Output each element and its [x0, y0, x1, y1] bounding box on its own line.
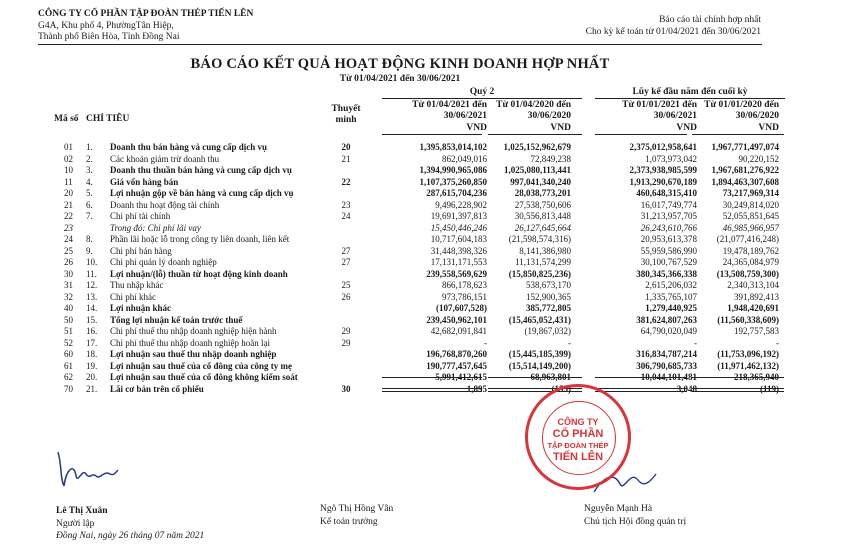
row-label: Doanh thu hoạt động tài chính — [110, 199, 220, 210]
row-value-q2-2021: 973,786,151 — [442, 291, 487, 302]
period-1-unit: VND — [466, 123, 487, 133]
row-ma-so: 61 — [64, 360, 73, 371]
report-subtitle: Từ 01/04/2021 đến 30/06/2021 — [339, 74, 461, 84]
header-rule-3 — [595, 134, 687, 135]
col-header-ma-so: Mã số — [54, 114, 79, 124]
signature-le-thi-xuan — [52, 448, 122, 492]
table-row — [0, 338, 845, 349]
row-index: 9. — [86, 245, 93, 256]
period-4-line1: Từ 01/01/2020 đến — [704, 100, 779, 110]
row-value-q2-2021: 1,395,853,014,102 — [419, 142, 487, 152]
row-value-q2-2020: 27,538,750,606 — [514, 199, 571, 210]
period-2-line2: 30/06/2020 — [527, 111, 571, 121]
row-value-ytd-2020: 2,340,313,104 — [727, 280, 779, 290]
table-row — [0, 315, 845, 326]
row-value-ytd-2020: 73,217,969,314 — [722, 188, 779, 198]
row-index: 5. — [86, 188, 93, 198]
row-index: 8. — [86, 234, 93, 244]
row-value-q2-2020: 11,131,574,299 — [515, 257, 571, 267]
row-value-q2-2020: (19,867,032) — [524, 326, 571, 336]
row-label: Lợi nhuận/(lỗ) thuần từ hoạt động kinh doanh — [110, 268, 288, 279]
row-value-q2-2021: 1,394,990,965,086 — [419, 165, 487, 175]
table-row — [0, 211, 845, 222]
row-note: 27 — [341, 257, 351, 267]
row-index: 7. — [86, 211, 93, 221]
row-value-q2-2020: 26,127,645,664 — [514, 222, 571, 233]
row-label: Lợi nhuận sau thuế của cổ đông của công ty mẹ — [110, 360, 293, 371]
row-ma-so: 24 — [64, 234, 73, 244]
row-value-q2-2020: 1,025,152,962,679 — [503, 142, 571, 152]
row-index: 18. — [86, 349, 98, 359]
row-label: Giá vốn hàng bán — [110, 176, 179, 187]
row-value-ytd-2020: 90,220,152 — [738, 153, 779, 164]
table-row — [0, 154, 845, 165]
row-value-q2-2020: 68,963,801 — [530, 372, 571, 382]
row-value-q2-2020: (15,514,149,200) — [508, 360, 571, 371]
period-3-unit: VND — [676, 123, 697, 133]
row-value-ytd-2021: 380,345,366,338 — [636, 268, 697, 279]
seal-line1: CÔNG TY — [557, 417, 599, 427]
row-label: Lợi nhuận gộp về bán hàng và cung cấp dịch vụ — [110, 188, 294, 198]
period-2-unit: VND — [550, 123, 571, 133]
total-rule-4 — [692, 388, 784, 392]
row-ma-so: 60 — [64, 349, 73, 359]
row-value-ytd-2021: 64,790,020,049 — [640, 326, 697, 336]
group-header-luyke: Lũy kế đầu năm đến cuối kỳ — [632, 87, 748, 97]
row-value-ytd-2020: - — [776, 337, 779, 348]
row-value-ytd-2021: 316,834,787,214 — [636, 349, 697, 359]
row-value-ytd-2021: 1,335,765,107 — [645, 291, 697, 302]
row-label: Các khoản giảm trừ doanh thu — [110, 153, 220, 164]
row-index: 20. — [86, 372, 98, 382]
period-3-line1: Từ 01/01/2021 đến — [622, 100, 697, 110]
row-value-ytd-2021: 1,279,440,925 — [645, 303, 697, 313]
row-label: Lãi cơ bản trên cổ phiếu — [110, 383, 204, 394]
row-ma-so: 40 — [64, 303, 73, 313]
row-value-q2-2020: 152,900,365 — [526, 291, 571, 302]
row-value-q2-2020: 538,673,170 — [526, 280, 571, 290]
table-row — [0, 349, 845, 360]
subtotal-rule-1 — [382, 377, 482, 378]
row-label: Lợi nhuận sau thuế thu nhập doanh nghiệp — [110, 349, 277, 359]
period-1-line2: 30/06/2021 — [443, 111, 487, 121]
subtotal-rule-2 — [488, 377, 582, 378]
period-2-line1: Từ 01/04/2020 đến — [496, 100, 571, 110]
report-title: BÁO CÁO KẾT QUẢ HOẠT ĐỘNG KINH DOANH HỢP NHẤT — [190, 56, 610, 72]
row-value-q2-2020: - — [568, 337, 571, 348]
row-index: 19. — [86, 360, 98, 371]
row-ma-so: 21 — [64, 199, 73, 210]
table-row — [0, 361, 845, 372]
row-value-ytd-2021: 1,073,973,042 — [645, 153, 697, 164]
signer-2-role: Kế toán trưởng — [320, 517, 378, 527]
seal-line3: TẬP ĐOÀN THÉP — [547, 441, 609, 450]
row-value-ytd-2021: 20,953,613,378 — [640, 234, 697, 244]
row-value-q2-2020: (15,465,052,431) — [508, 314, 571, 325]
row-value-q2-2021: 31,448,398,326 — [430, 245, 487, 256]
row-value-q2-2020: (155) — [551, 383, 571, 394]
row-ma-so: 50 — [64, 314, 73, 325]
row-value-ytd-2020: 30,249,814,020 — [722, 199, 779, 210]
table-row — [0, 188, 845, 199]
row-ma-so: 31 — [64, 280, 73, 290]
row-value-q2-2020: 997,041,340,240 — [510, 176, 571, 187]
row-ma-so: 51 — [64, 326, 73, 336]
row-value-q2-2020: 72,849,238 — [530, 153, 571, 164]
row-value-q2-2021: 10,717,604,183 — [430, 234, 487, 244]
row-label: Chi phí thuế thu nhập doanh nghiệp hiện hành — [110, 326, 277, 336]
row-value-q2-2020: 28,038,773,201 — [514, 188, 571, 198]
row-index: 2. — [86, 153, 93, 164]
row-label: Chi phí bán hàng — [110, 245, 172, 256]
row-note: 22 — [341, 176, 351, 187]
row-value-ytd-2020: 391,892,413 — [734, 291, 779, 302]
signer-2-name: Ngô Thị Hồng Vân — [320, 504, 394, 514]
row-value-ytd-2020: (11,560,338,609) — [717, 314, 779, 325]
row-ma-so: 30 — [64, 268, 73, 279]
row-value-q2-2021: 239,450,962,101 — [426, 314, 487, 325]
table-row — [0, 269, 845, 280]
row-value-ytd-2020: (11,971,462,132) — [717, 360, 779, 371]
row-value-q2-2021: 9,496,228,902 — [435, 199, 487, 210]
row-value-q2-2020: (15,445,185,399) — [508, 349, 571, 359]
row-value-q2-2021: 190,777,457,645 — [426, 360, 487, 371]
row-index: 12. — [86, 280, 98, 290]
row-ma-so: 20 — [64, 188, 73, 198]
row-index: 16. — [86, 326, 98, 336]
table-row — [0, 142, 845, 153]
row-value-ytd-2021: 55,959,586,990 — [640, 245, 697, 256]
row-note: 25 — [341, 280, 351, 290]
subtotal-rule-4 — [692, 377, 784, 378]
period-3-line2: 30/06/2021 — [653, 111, 697, 121]
row-value-q2-2021: 287,615,704,236 — [426, 188, 487, 198]
report-type: Báo cáo tài chính hợp nhất — [659, 15, 761, 25]
row-label: Chi phí tài chính — [110, 211, 171, 221]
row-value-ytd-2021: 1,913,290,670,189 — [629, 176, 697, 187]
signer-3-role: Chủ tịch Hội đồng quản trị — [584, 517, 687, 527]
row-value-ytd-2020: (119) — [760, 383, 779, 394]
row-value-q2-2021: (107,607,528) — [436, 303, 487, 313]
company-name: CÔNG TY CỔ PHẦN TẬP ĐOÀN THÉP TIẾN LÊN — [38, 9, 254, 19]
row-label: Doanh thu bán hàng và cung cấp dịch vụ — [110, 142, 268, 152]
row-value-q2-2021: - — [484, 337, 487, 348]
row-ma-so: 26 — [64, 257, 73, 267]
row-label: Trong đó: Chi phí lãi vay — [110, 222, 201, 233]
row-index: 11. — [86, 268, 97, 279]
group-underline-luyke — [595, 98, 785, 99]
col-header-minh: minh — [335, 115, 357, 125]
row-value-ytd-2020: (21,077,416,248) — [716, 234, 779, 244]
row-value-q2-2021: 19,691,397,813 — [430, 211, 487, 221]
row-ma-so: 62 — [64, 372, 73, 382]
row-note: 27 — [341, 245, 351, 256]
row-label: Lợi nhuận khác — [110, 303, 172, 313]
row-value-q2-2020: 30,556,813,448 — [514, 211, 571, 221]
row-value-q2-2021: 17,131,171,553 — [430, 257, 487, 267]
group-header-quy2: Quý 2 — [469, 87, 495, 97]
row-index: 4. — [86, 176, 93, 187]
group-underline-quy2 — [382, 98, 582, 99]
table-row — [0, 303, 845, 314]
table-row — [0, 234, 845, 245]
row-ma-so: 23 — [64, 222, 73, 233]
row-index: 10. — [86, 257, 98, 267]
table-row — [0, 165, 845, 176]
row-ma-so: 70 — [64, 383, 73, 394]
row-ma-so: 25 — [64, 245, 73, 256]
row-value-ytd-2020: (13,508,759,300) — [716, 268, 779, 279]
subtotal-rule-3 — [595, 377, 687, 378]
header-rule-2 — [488, 134, 582, 135]
row-index: 3. — [86, 165, 93, 175]
row-value-q2-2021: 42,682,091,841 — [430, 326, 487, 336]
table-row — [0, 280, 845, 291]
row-value-q2-2021: 196,768,870,260 — [426, 349, 487, 359]
table-row — [0, 326, 845, 337]
row-index: 14. — [86, 303, 98, 313]
row-value-q2-2021: 15,450,446,246 — [430, 222, 487, 233]
total-rule-1 — [382, 388, 482, 392]
row-index: 17. — [86, 337, 98, 348]
signer-1-role: Người lập — [56, 519, 95, 529]
col-header-chi-tieu: CHỈ TIÊU — [86, 114, 130, 124]
row-value-ytd-2020: 192,757,583 — [734, 326, 779, 336]
row-index: 1. — [86, 142, 93, 152]
row-index: 13. — [86, 291, 98, 302]
table-row — [0, 200, 845, 211]
row-value-ytd-2021: - — [694, 337, 697, 348]
total-rule-3 — [595, 388, 687, 392]
company-address-line2: Thành phố Biên Hòa, Tỉnh Đồng Nai — [38, 32, 180, 42]
row-label: Doanh thu thuần bán hàng và cung cấp dịch vụ — [110, 165, 292, 175]
header-divider — [38, 44, 762, 45]
row-value-q2-2020: 8,141,386,980 — [519, 245, 571, 256]
row-note: 24 — [341, 211, 351, 221]
table-row — [0, 257, 845, 268]
row-note: 20 — [341, 142, 351, 152]
row-note: 29 — [341, 326, 351, 336]
row-value-q2-2021: 1,107,375,260,850 — [419, 176, 487, 187]
col-header-thuyet: Thuyết — [331, 104, 361, 114]
period-4-line2: 30/06/2020 — [735, 111, 779, 121]
row-ma-so: 52 — [64, 337, 73, 348]
row-label: Phần lãi hoặc lỗ trong công ty liên doanh, liên kết — [110, 234, 290, 244]
row-index: 6. — [86, 199, 93, 210]
row-value-q2-2021: 862,049,016 — [442, 153, 487, 164]
row-value-ytd-2021: 2,615,206,032 — [645, 280, 697, 290]
row-note: 21 — [341, 153, 351, 164]
row-note: 23 — [341, 199, 351, 210]
row-value-q2-2021: 5,991,412,615 — [435, 372, 487, 382]
table-row — [0, 177, 845, 188]
row-value-ytd-2020: 19,478,189,762 — [722, 245, 779, 256]
signer-3-name: Nguyễn Mạnh Hà — [584, 504, 653, 514]
period-4-unit: VND — [758, 123, 779, 133]
row-ma-so: 22 — [64, 211, 73, 221]
row-value-ytd-2020: 1,967,681,276,922 — [711, 165, 779, 175]
row-note: 30 — [341, 383, 351, 394]
row-value-ytd-2020: 218,365,940 — [734, 372, 779, 382]
row-value-ytd-2020: 24,365,084,979 — [722, 257, 779, 267]
row-value-ytd-2021: 30,100,767,529 — [640, 257, 697, 267]
row-value-ytd-2021: 10,044,101,481 — [640, 372, 697, 382]
company-address-line1: G4A, Khu phố 4, PhườngTân Hiệp, — [38, 21, 174, 31]
row-note: 26 — [341, 291, 351, 302]
row-label: Chi phí quản lý doanh nghiệp — [110, 257, 217, 267]
table-row — [0, 246, 845, 257]
seal-line4: TIẾN LÊN — [552, 451, 604, 463]
row-label: Lợi nhuận sau thuế của cổ đông không kiểm soát — [110, 372, 298, 382]
row-value-ytd-2020: 46,985,966,957 — [722, 222, 779, 233]
row-label: Chi phí thuế thu nhập doanh nghiệp hoãn lại — [110, 337, 270, 348]
period-1-line1: Từ 01/04/2021 đến — [412, 100, 487, 110]
row-note: 29 — [341, 337, 351, 348]
row-value-q2-2021: 866,178,623 — [442, 280, 487, 290]
row-value-ytd-2020: 1,967,771,497,074 — [711, 142, 779, 152]
row-value-ytd-2020: 52,055,851,645 — [722, 211, 779, 221]
table-row — [0, 223, 845, 234]
place-date: Đồng Nai, ngày 26 tháng 07 năm 2021 — [56, 531, 205, 541]
signer-1-name: Lê Thị Xuân — [56, 506, 108, 516]
row-label: Tổng lợi nhuận kế toán trước thuế — [110, 314, 243, 325]
row-ma-so: 01 — [64, 142, 73, 152]
row-value-ytd-2021: 3,048 — [676, 383, 697, 394]
row-value-ytd-2021: 381,624,807,263 — [636, 314, 697, 325]
row-value-q2-2021: 239,558,569,629 — [426, 268, 487, 279]
row-value-ytd-2021: 2,373,938,985,599 — [629, 165, 697, 175]
row-value-ytd-2021: 460,648,315,410 — [636, 188, 697, 198]
row-value-ytd-2020: 1,948,420,691 — [727, 303, 779, 313]
row-value-ytd-2021: 31,213,957,705 — [640, 211, 697, 221]
row-value-ytd-2020: 1,894,463,307,608 — [711, 176, 779, 187]
row-label: Chi phí khác — [110, 291, 156, 302]
row-value-q2-2020: (15,850,825,236) — [508, 268, 571, 279]
row-value-ytd-2021: 2,375,012,958,641 — [629, 142, 697, 152]
row-index: 21. — [86, 383, 98, 394]
row-value-ytd-2021: 306,790,685,733 — [636, 360, 697, 371]
row-ma-so: 11 — [64, 176, 73, 187]
row-ma-so: 32 — [64, 291, 73, 302]
row-ma-so: 02 — [64, 153, 73, 164]
table-row — [0, 292, 845, 303]
report-period: Cho kỳ kế toán từ 01/04/2021 đến 30/06/2021 — [585, 27, 761, 37]
header-rule-4 — [692, 134, 784, 135]
row-value-ytd-2021: 16,017,749,774 — [640, 199, 697, 210]
row-ma-so: 10 — [64, 165, 73, 175]
row-value-q2-2021: 1,895 — [466, 383, 487, 394]
row-label: Thu nhập khác — [110, 280, 164, 290]
row-index: 15. — [86, 314, 98, 325]
seal-line2: CỔ PHẦN — [552, 428, 604, 440]
company-seal — [525, 384, 631, 490]
row-value-q2-2020: (21,598,574,316) — [508, 234, 571, 244]
row-value-ytd-2020: (11,753,096,192) — [717, 349, 779, 359]
header-rule-1 — [382, 134, 482, 135]
row-value-q2-2020: 1,025,080,113,441 — [503, 165, 571, 175]
row-value-ytd-2021: 26,243,610,766 — [640, 222, 697, 233]
row-value-q2-2020: 385,772,805 — [526, 303, 571, 313]
